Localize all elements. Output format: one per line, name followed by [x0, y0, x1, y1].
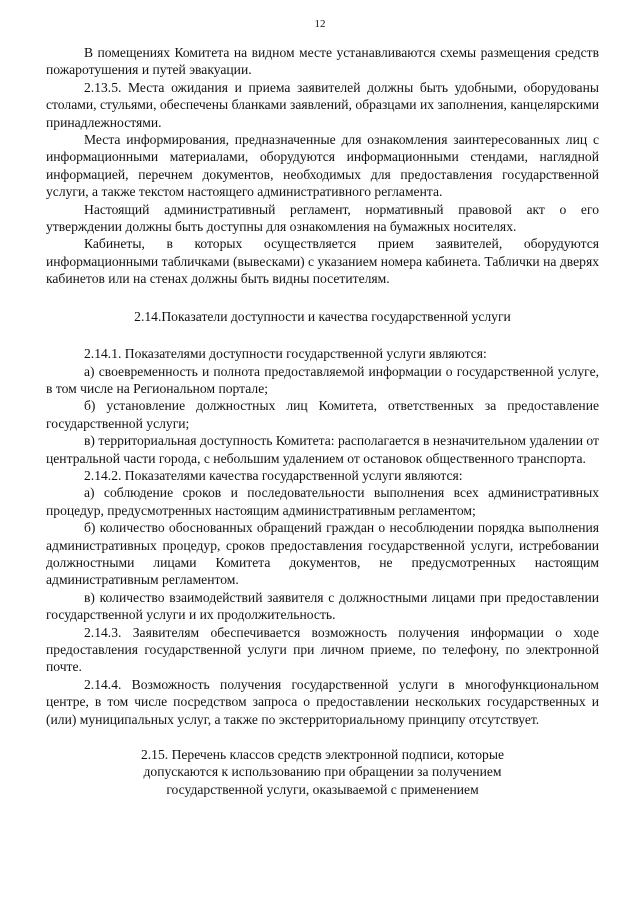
paragraph-2-13-5: 2.13.5. Места ожидания и приема заявителей должны быть удобными, оборудованы столами, стульями, обеспечены бланками заявлений, образцами их заполнения, канцелярскими принадлежностями.: [46, 79, 599, 130]
list-item-2-14-1-a: а) своевременность и полнота предоставляемой информации о государственной услуге, в том числе на Региональном портале;: [46, 363, 599, 396]
list-item-2-14-1-b: б) установление должностных лиц Комитета, ответственных за предоставление государственной услуги;: [46, 398, 599, 431]
paragraph-cabinets: Кабинеты, в которых осуществляется прием заявителей, оборудуются информационными табличками (вывесками) с указанием номера кабинета. Таблички на дверях кабинетов или на стенах должны быть видны посетителям.: [46, 236, 599, 287]
list-item-2-14-2-a: а) соблюдение сроков и последовательности выполнения всех административных процедур, предусмотренных настоящим административным регламентом;: [46, 485, 599, 518]
paragraph-2-14-1: 2.14.1. Показателями доступности государственной услуги являются:: [84, 346, 487, 362]
list-item-2-14-1-c: в) территориальная доступность Комитета: располагается в незначительном удалении от центральной части города, с небольшим удалением от остановок общественного транспорта.: [46, 433, 599, 466]
document-body: [46, 44, 599, 798]
section-heading-2-15-line-1: 2.15. Перечень классов средств электронной подписи, которые: [140, 747, 505, 763]
list-item-2-14-2-c: в) количество взаимодействий заявителя с должностными лицами при предоставлении государственной услуги и их продолжительность.: [46, 589, 599, 623]
section-heading-2-15-line-3: государственной услуги, оказываемой с применением: [166, 781, 479, 797]
paragraph-2-14-4: 2.14.4. Возможность получения государственной услуги в многофункциональном центре, в том числе посредством запроса о предоставлении нескольких государственных и (или) муниципальных услуг, а также по экстерриториальному принципу отсутствует.: [46, 676, 599, 727]
paragraph-2-14-2: 2.14.2. Показателями качества государственной услуги являются:: [84, 467, 463, 483]
paragraph-2-14-3: 2.14.3. Заявителям обеспечивается возможность получения информации о ходе предоставления государственной услуги при личном приеме, по телефону, по электронной почте.: [46, 624, 599, 675]
paragraph-evacuation-schemes: В помещениях Комитета на видном месте устанавливаются схемы размещения средств пожаротушения и путей эвакуации.: [46, 45, 599, 78]
page-number: 12: [314, 18, 326, 30]
paragraph-regulation-availability: Настоящий административный регламент, нормативный правовой акт о его утверждении должны быть доступны для ознакомления на бумажных носителях.: [46, 201, 599, 235]
section-heading-2-14: 2.14.Показатели доступности и качества государственной услуги: [134, 308, 511, 324]
section-heading-2-15-line-2: допускаются к использованию при обращении за получением: [143, 764, 502, 780]
list-item-2-14-2-b: б) количество обоснованных обращений граждан о несоблюдении порядка выполнения административных процедур, сроков предоставления государственной услуги, истребовании должностными лицами Комитета документов, не предусмотренных настоящим административным регламентом.: [46, 520, 599, 588]
paragraph-information-places: Места информирования, предназначенные для ознакомления заинтересованных лиц с информационными материалами, оборудуются информационными стендами, наглядной информацией, перечнем документов, необходимых для предоставления государственной услуги, а также текстом настоящего административного регламента.: [46, 132, 599, 200]
